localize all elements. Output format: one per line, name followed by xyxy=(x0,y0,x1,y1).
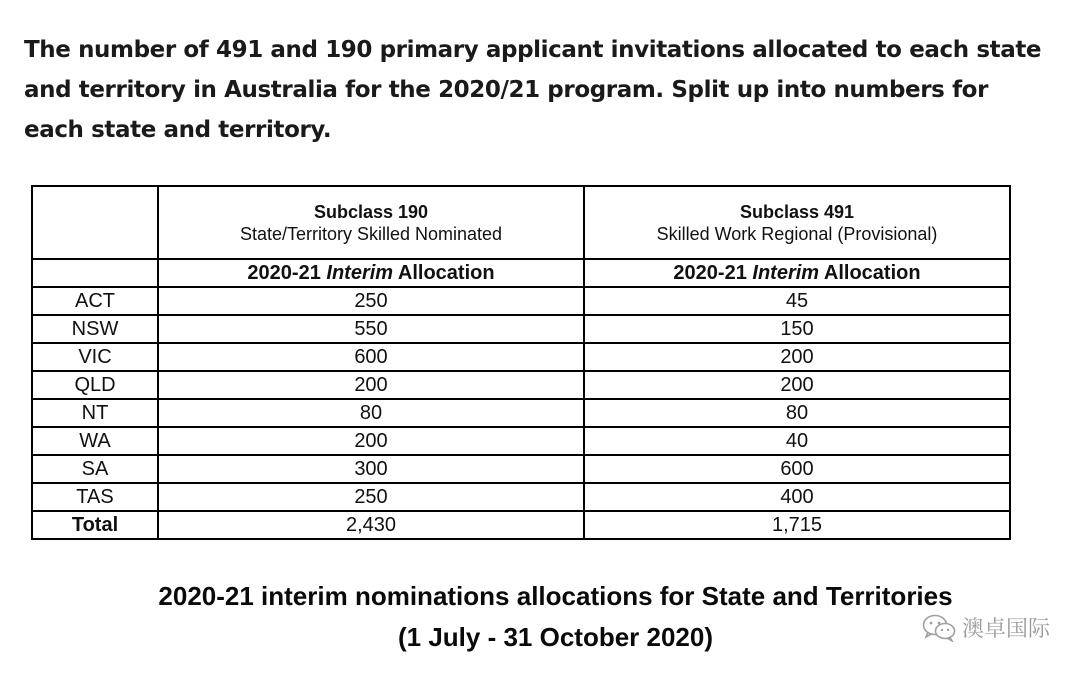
table-subheader-row xyxy=(32,259,1010,287)
table-row xyxy=(32,287,1010,315)
allocation-suffix: Allocation xyxy=(819,262,921,284)
header-subclass-491 xyxy=(584,186,1010,259)
state-cell: NSW xyxy=(32,315,158,343)
brand-watermark xyxy=(922,612,1050,643)
allocation-prefix: 2020-21 xyxy=(247,262,327,284)
allocation-suffix: Allocation xyxy=(393,262,495,284)
state-cell: WA xyxy=(32,427,158,455)
total-label: Total xyxy=(32,511,158,539)
subclass-491-value: 40 xyxy=(584,427,1010,455)
wechat-icon xyxy=(922,614,956,642)
subclass-190-value: 80 xyxy=(158,399,584,427)
subclass-491-value: 200 xyxy=(584,371,1010,399)
subclass-491-title: Subclass 491 xyxy=(739,201,855,222)
subclass-190-value: 300 xyxy=(158,455,584,483)
table-row xyxy=(32,427,1010,455)
page-heading: The number of 491 and 190 primary applicant invitations allocated to each state and territory in Australia for the 2020/21 program. Split up into numbers for each state and territory. xyxy=(24,37,1042,143)
state-cell: NT xyxy=(32,399,158,427)
subclass-190-title: Subclass 190 xyxy=(313,201,429,222)
state-cell: TAS xyxy=(32,483,158,511)
table-row xyxy=(32,399,1010,427)
table-row xyxy=(32,483,1010,511)
subclass-190-value: 550 xyxy=(158,315,584,343)
table-row xyxy=(32,343,1010,371)
subclass-491-value: 200 xyxy=(584,343,1010,371)
subclass-190-value: 250 xyxy=(158,287,584,315)
allocation-prefix: 2020-21 xyxy=(673,262,753,284)
state-cell: SA xyxy=(32,455,158,483)
table-row xyxy=(32,455,1010,483)
total-491-value: 1,715 xyxy=(584,511,1010,539)
table-row xyxy=(32,315,1010,343)
allocation-label-491 xyxy=(584,259,1010,287)
allocation-label-190 xyxy=(158,259,584,287)
subheader-empty-cell xyxy=(32,259,158,287)
allocation-italic: Interim xyxy=(752,262,820,284)
header-empty-cell xyxy=(32,186,158,259)
allocation-italic: Interim xyxy=(326,262,394,284)
table-total-row xyxy=(32,511,1010,539)
subclass-190-value: 250 xyxy=(158,483,584,511)
total-190-value: 2,430 xyxy=(158,511,584,539)
subclass-491-value: 600 xyxy=(584,455,1010,483)
subclass-190-description: State/Territory Skilled Nominated xyxy=(239,223,503,244)
subclass-491-value: 400 xyxy=(584,483,1010,511)
subclass-491-value: 45 xyxy=(584,287,1010,315)
table-header-row xyxy=(32,186,1010,259)
table-row xyxy=(32,371,1010,399)
caption-title: 2020-21 interim nominations allocations for State and Territories xyxy=(158,581,953,611)
state-cell: ACT xyxy=(32,287,158,315)
state-cell: VIC xyxy=(32,343,158,371)
allocation-table xyxy=(31,185,1011,540)
subclass-190-value: 600 xyxy=(158,343,584,371)
header-subclass-190 xyxy=(158,186,584,259)
subclass-491-description: Skilled Work Regional (Provisional) xyxy=(656,223,938,244)
state-cell: QLD xyxy=(32,371,158,399)
subclass-190-value: 200 xyxy=(158,371,584,399)
subclass-190-value: 200 xyxy=(158,427,584,455)
subclass-491-value: 150 xyxy=(584,315,1010,343)
brand-name: 澳卓国际 xyxy=(961,617,1050,642)
subclass-491-value: 80 xyxy=(584,399,1010,427)
caption-date-range: (1 July - 31 October 2020) xyxy=(397,622,714,652)
